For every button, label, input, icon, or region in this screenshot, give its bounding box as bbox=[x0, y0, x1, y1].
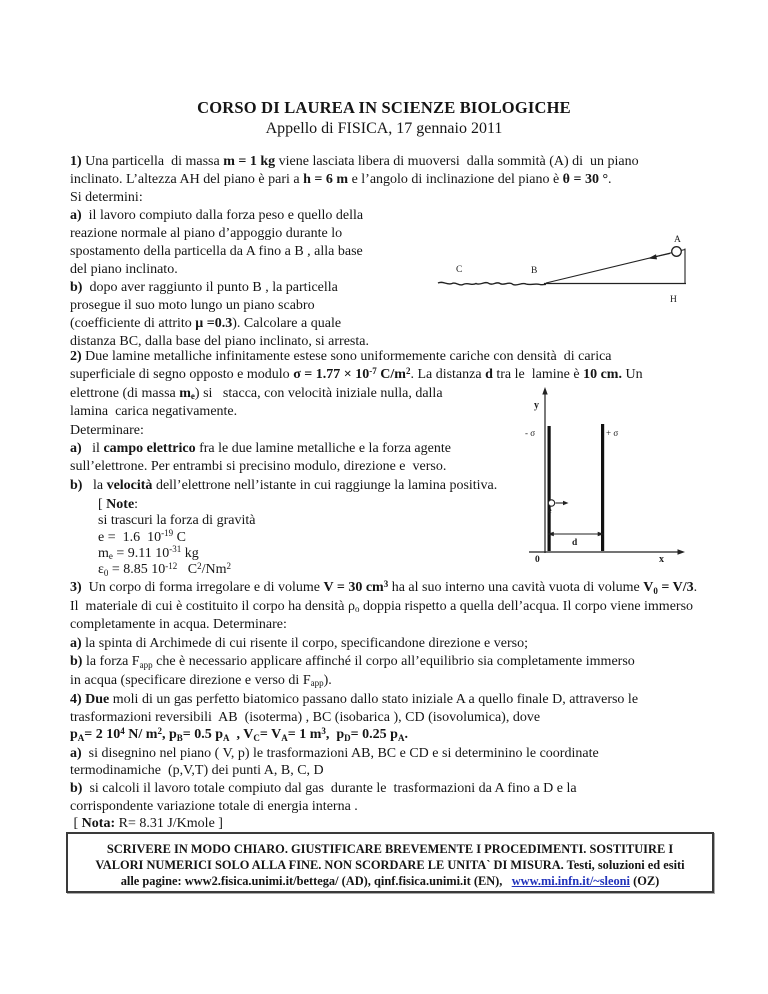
y-axis-arrow-head bbox=[542, 387, 547, 395]
problem-3 bbox=[70, 579, 718, 691]
text-line: si trascuri la forza di gravità bbox=[98, 513, 256, 529]
positive-sigma-label: + σ bbox=[606, 428, 619, 438]
footer-line-1: SCRIVERE IN MODO CHIARO. GIUSTIFICARE BREVEMENTE I PROCEDIMENTI. SOSTITUIRE I bbox=[106, 842, 674, 856]
text-line: termodinamiche (p,V,T) dei punti A, B, C, D bbox=[70, 763, 324, 779]
text-line: prosegue il suo moto lungo un piano scabro bbox=[70, 298, 315, 313]
text-line: Determinare: bbox=[70, 422, 144, 438]
inclined-plane-figure bbox=[428, 228, 698, 310]
text-line: sull’elettrone. Per entrambi si precisino modulo, direzione e verso. bbox=[70, 459, 447, 475]
text-line: Si determini: bbox=[70, 190, 143, 205]
sleoni-website-link[interactable]: www.mi.infn.it/~sleoni bbox=[511, 874, 631, 888]
text-line: corrispondente variazione totale di energia interna . bbox=[70, 798, 358, 814]
negative-sigma-label: - σ bbox=[525, 428, 536, 438]
text-line: a) si disegnino nel piano ( V, p) le trasformazioni AB, BC e CD e si determinino le coordinate bbox=[70, 745, 599, 761]
point-a-label: A bbox=[674, 235, 681, 245]
text-line: in acqua (specificare direzione e verso di Fapp). bbox=[70, 672, 332, 689]
text-line: 1) Una particella di massa m = 1 kg viene lasciata libera di muoversi dalla sommità (A) di un piano bbox=[70, 154, 639, 169]
text-line: trasformazioni reversibili AB (isoterma) , BC (isobarica ), CD (isovolumica), dove bbox=[70, 709, 541, 725]
x-axis-label: x bbox=[659, 554, 664, 565]
text-line: reazione normale al piano d’appoggio durante lo bbox=[70, 226, 343, 241]
text-line: pA= 2 $10^4$ N/ $m^2$, pB= 0.5 pA , VC= VA= 1 $m^3$, pD= 0.25 pA. bbox=[70, 725, 408, 743]
text-line: del piano inclinato. bbox=[70, 262, 178, 277]
footer-line-3-prefix: alle pagine: www2.fisica.unimi.it/bettega/ (AD), qinf.fisica.unimi.it (EN), bbox=[120, 874, 512, 888]
text-line: 3) Un corpo di forma irregolare e di volume V = 30 $cm^3$ ha al suo interno una cavità vuota di volume V0 = V/3. bbox=[70, 578, 698, 596]
text-line: Il materiale di cui è costituito il corpo ha densità ρo doppia rispetto a quella dell’acqua. Il corpo viene immerso bbox=[70, 598, 694, 615]
footer-instructions-box bbox=[66, 832, 714, 893]
note-block bbox=[98, 497, 746, 578]
text-line: superficiale di segno opposto e modulo $\sigma = 1.77 \times 10^{-7}$ $C/m^2$. La distanza d tra le lamine è 10 cm. Un bbox=[70, 365, 643, 383]
text-line: spostamento della particella da A fino a B , alla base bbox=[70, 244, 363, 259]
velocity-arrow-head bbox=[648, 254, 657, 259]
text-line: ε0 = 8.85 $10^{-12}$ $C^2/Nm^2$ bbox=[98, 560, 232, 578]
text-line: b) la forza Fapp che è necessario applicare affinché il corpo all’equilibrio sia completamente immerso bbox=[70, 654, 635, 670]
text-line: lamina carica negativamente. bbox=[70, 404, 238, 420]
text-line: b) la velocità dell’elettrone nell’istante in cui raggiunge la lamina positiva. bbox=[70, 477, 498, 493]
document-header bbox=[0, 97, 768, 139]
page-title: CORSO DI LAUREA IN SCIENZE BIOLOGICHE bbox=[197, 98, 571, 117]
problem-4 bbox=[70, 691, 718, 833]
text-line: b) si calcoli il lavoro totale compiuto dal gas durante le trasformazioni da A fino a D e la bbox=[70, 780, 577, 796]
text-line: 2) Due lamine metalliche infinitamente estese sono uniformemente cariche con densità di carica bbox=[70, 349, 612, 364]
text-line: b) dopo aver raggiunto il punto B , la particella bbox=[70, 280, 338, 295]
origin-label: 0 bbox=[535, 555, 540, 565]
text-line: me = 9.11 $10^{-31}$ kg bbox=[98, 544, 199, 562]
page-subtitle: Appello di FISICA, 17 gennaio 2011 bbox=[265, 120, 503, 137]
rough-ground-line bbox=[438, 282, 546, 285]
text-line: [ Note: bbox=[98, 497, 139, 512]
text-line: elettrone (di massa me) si stacca, con velocità iniziale nulla, dalla bbox=[70, 385, 443, 402]
point-b-label: B bbox=[531, 266, 538, 276]
particle-circle bbox=[672, 247, 682, 257]
text-line: e = 1.6 $10^{-19}$ C bbox=[98, 528, 186, 545]
footer-line-3-suffix: (OZ) bbox=[630, 874, 660, 888]
distance-d-label: d bbox=[572, 538, 578, 548]
text-line: [ Nota: R= 8.31 J/Kmole ] bbox=[70, 816, 223, 832]
text-line: completamente in acqua. Determinare: bbox=[70, 617, 287, 633]
text-line: a) il lavoro compiuto dalla forza peso e quello della bbox=[70, 208, 364, 223]
text-line: a) la spinta di Archimede di cui risente il corpo, specificandone direzione e verso; bbox=[70, 635, 528, 651]
text-line: inclinato. L’altezza AH del piano è pari a h = 6 m e l’angolo di inclinazione del piano è θ = 30 °. bbox=[70, 172, 612, 187]
point-c-label: C bbox=[456, 265, 463, 275]
footer-line-3 bbox=[68, 873, 712, 889]
electron-label: e bbox=[548, 506, 552, 515]
text-line: distanza BC, dalla base del piano inclinato, si arresta. bbox=[70, 334, 369, 349]
y-axis-label: y bbox=[534, 400, 539, 411]
footer-line-2: VALORI NUMERICI SOLO ALLA FINE. NON SCORDARE LE UNITA` DI MISURA. Testi, soluzioni ed esiti bbox=[95, 858, 685, 872]
point-h-label: H bbox=[670, 295, 677, 305]
text-line: 4) Due moli di un gas perfetto biatomico passano dallo stato iniziale A a quello finale D, attraverso le bbox=[70, 692, 639, 707]
text-line: a) il campo elettrico fra le due lamine metalliche e la forza agente bbox=[70, 441, 451, 457]
text-line: (coefficiente di attrito μ =0.3). Calcolare a quale bbox=[70, 316, 342, 331]
